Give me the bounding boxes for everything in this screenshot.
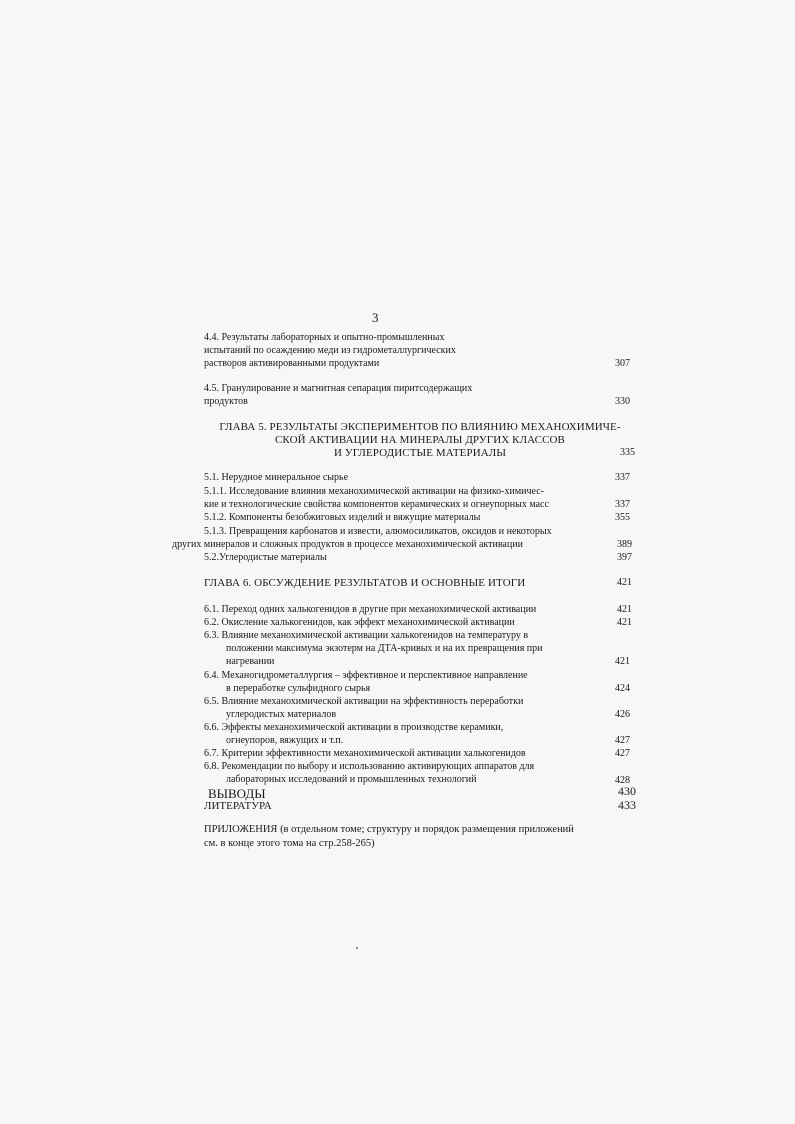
toc-entry-6-6-page: 427 xyxy=(615,735,630,746)
toc-entry-5-1-3-line2: других минералов и сложных продуктов в процессе механохимической активации xyxy=(172,539,523,550)
toc-entry-6-1-page: 421 xyxy=(617,604,632,615)
toc-entry-5-1: 5.1. Нерудное минеральное сырье xyxy=(204,472,349,483)
toc-entry-5-1-1-page: 337 xyxy=(615,499,630,510)
references-page: 433 xyxy=(618,798,636,812)
toc-entry-6-5-page: 426 xyxy=(615,709,630,720)
toc-entry-6-1: 6.1. Переход одних халькогенидов в другие при механохимической активации xyxy=(204,604,537,615)
chapter-6-page: 421 xyxy=(617,577,632,588)
chapter-5-heading-line3: И УГЛЕРОДИСТЫЕ МАТЕРИАЛЫ xyxy=(333,447,507,459)
toc-entry-4-4-line3: растворов активированными продуктами xyxy=(204,358,380,369)
toc-entry-6-4-page: 424 xyxy=(615,683,630,694)
chapter-5-heading-line2: СКОЙ АКТИВАЦИИ НА МИНЕРАЛЫ ДРУГИХ КЛАССОВ xyxy=(274,434,565,446)
toc-entry-4-4-page: 307 xyxy=(615,358,630,369)
toc-entry-4-5-line2: продуктов xyxy=(204,396,248,407)
toc-entry-5-1-1-line2: кие и технологические свойства компонентов керамических и огнеупорных масс xyxy=(204,499,549,510)
toc-entry-6-4-line1: 6.4. Механогидрометаллургия – эффективное и перспективное направление xyxy=(204,670,528,681)
toc-entry-6-3-line2: положении максимума экзотерм на ДТА-кривых и на их превращения при xyxy=(226,643,543,654)
toc-entry-6-8-page: 428 xyxy=(615,775,630,786)
toc-entry-5-2: 5.2.Углеродистые материалы xyxy=(204,552,327,563)
conclusions-heading: ВЫВОДЫ xyxy=(208,786,266,801)
toc-entry-4-5-page: 330 xyxy=(615,396,630,407)
toc-entry-5-1-2-page: 355 xyxy=(615,512,630,523)
page-number: 3 xyxy=(372,310,379,325)
toc-entry-6-7-page: 427 xyxy=(615,748,630,759)
toc-entry-6-5-line1: 6.5. Влияние механохимической активации на эффективность переработки xyxy=(204,696,524,707)
scan-speck xyxy=(356,947,358,949)
toc-entry-6-8-line2: лабораторных исследований и промышленных технологий xyxy=(226,774,477,785)
toc-entry-6-4-line2: в переработке сульфидного сырья xyxy=(226,683,371,694)
toc-entry-4-4-line1: 4.4. Результаты лабораторных и опытно-промышленных xyxy=(204,332,445,343)
appendices-line1: ПРИЛОЖЕНИЯ (в отдельном томе; структуру и порядок размещения приложений xyxy=(204,824,574,835)
toc-entry-6-3-line3: нагревании xyxy=(226,656,275,667)
toc-entry-6-3-page: 421 xyxy=(615,656,630,667)
toc-entry-6-7: 6.7. Критерии эффективности механохимической активации халькогенидов xyxy=(204,748,526,759)
toc-entry-4-4-line2: испытаний по осаждению меди из гидрометаллургических xyxy=(204,345,456,356)
toc-entry-5-2-page: 397 xyxy=(617,552,632,563)
references-heading: ЛИТЕРАТУРА xyxy=(204,800,272,812)
toc-entry-6-2: 6.2. Окисление халькогенидов, как эффект механохимической активации xyxy=(204,617,515,628)
conclusions-page: 430 xyxy=(618,784,636,798)
toc-entry-5-1-3-line1: 5.1.3. Превращения карбонатов и извести, алюмосиликатов, оксидов и некоторых xyxy=(204,526,552,537)
toc-entry-4-5-line1: 4.5. Гранулирование и магнитная сепарация пиритсодержащих xyxy=(204,383,473,394)
toc-entry-5-1-page: 337 xyxy=(615,472,630,483)
toc-entry-6-8-line1: 6.8. Рекомендации по выбору и использованию активирующих аппаратов для xyxy=(204,761,535,772)
toc-entry-6-2-page: 421 xyxy=(617,617,632,628)
chapter-5-heading-line1: ГЛАВА 5. РЕЗУЛЬТАТЫ ЭКСПЕРИМЕНТОВ ПО ВЛИЯНИЮ МЕХАНОХИМИЧЕ- xyxy=(219,421,621,433)
toc-entry-6-6-line1: 6.6. Эффекты механохимической активации в производстве керамики, xyxy=(204,722,504,733)
toc-entry-6-6-line2: огнеупоров, вяжущих и т.п. xyxy=(226,735,344,746)
toc-entry-6-3-line1: 6.3. Влияние механохимической активации халькогенидов на температуру в xyxy=(204,630,529,641)
toc-entry-6-5-line2: углеродистых материалов xyxy=(226,709,337,720)
chapter-5-page: 335 xyxy=(620,447,635,458)
toc-entry-5-1-3-page: 389 xyxy=(617,539,632,550)
toc-entry-5-1-2: 5.1.2. Компоненты безобжиговых изделий и вяжущие материалы xyxy=(204,512,481,523)
appendices-line2: см. в конце этого тома на стр.258-265) xyxy=(204,838,375,849)
toc-entry-5-1-1-line1: 5.1.1. Исследование влияния механохимической активации на физико-химичес- xyxy=(204,486,545,497)
chapter-6-heading: ГЛАВА 6. ОБСУЖДЕНИЕ РЕЗУЛЬТАТОВ И ОСНОВНЫЕ ИТОГИ xyxy=(204,577,526,589)
